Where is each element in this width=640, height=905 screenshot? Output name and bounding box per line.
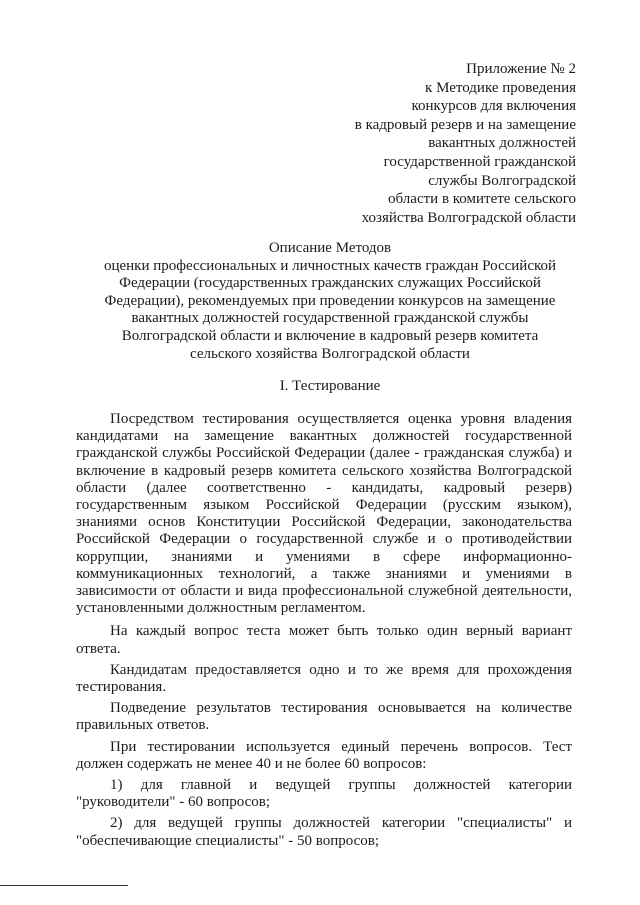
body-text — [76, 411, 572, 854]
appendix-line: хозяйства Волгоградской области — [361, 209, 576, 226]
title-line: сельского хозяйства Волгоградской области — [190, 345, 470, 362]
appendix-line: вакантных должностей — [428, 135, 576, 152]
paragraph: Кандидатам предоставляется одно и то же время для прохождения тестирования. — [76, 661, 572, 696]
document-title — [60, 240, 600, 363]
list-item: 2) для ведущей группы должностей категории "специалисты" и "обеспечивающие специалисты" - 50 вопросов; — [76, 815, 572, 849]
title-line: Волгоградской области и включение в кадровый резерв комитета — [121, 327, 539, 344]
appendix-line: в кадровый резерв и на замещение — [354, 116, 576, 133]
appendix-line: к Методике проведения — [425, 79, 576, 96]
title-line: Федерации (государственных гражданских служащих Российской — [119, 275, 541, 292]
footnote-divider — [0, 885, 128, 886]
title-line: вакантных должностей государственной гражданской службы — [131, 310, 529, 327]
appendix-line: государственной гражданской — [383, 153, 576, 170]
appendix-line: области в комитете сельского — [388, 191, 576, 208]
paragraph: При тестировании используется единый перечень вопросов. Тест должен содержать не менее 40 и не более 60 вопросов: — [76, 738, 572, 772]
title-line: Описание Методов — [268, 240, 392, 256]
paragraph: На каждый вопрос теста может быть только один верный вариант ответа. — [76, 623, 572, 657]
title-line: Федерации), рекомендуемых при проведении конкурсов на замещение — [104, 292, 556, 309]
appendix-line: службы Волгоградской — [428, 172, 576, 189]
list-item: 1) для главной и ведущей группы должностей категории "руководители" - 60 вопросов; — [76, 777, 572, 811]
paragraph: Подведение результатов тестирования основывается на количестве правильных ответов. — [76, 700, 572, 734]
title-line: оценки профессиональных и личностных качеств граждан Российской — [103, 257, 557, 274]
appendix-line: Приложение № 2 — [466, 61, 576, 77]
paragraph: Посредством тестирования осуществляется оценка уровня владения кандидатами на замещение вакантных должностей государственной гражданской службы Российской Федерации (далее - гражданская служба) и включение в кадровый резерв комитета сельского хозяйства Волгоградской области (далее соответственно - кандидаты, кадровый резерв) государственным языком Российской Федерации (русским языком), знаниями основ Конституции Российской Федерации, законодательства Российской Федерации о государственной службе и о противодействии коррупции, знаниями и умениями в сфере информационно-коммуникационных технологий, а также знаниями и умениями в зависимости от области и вида профессиональной служебной деятельности, установленными должностным регламентом. — [76, 411, 572, 617]
appendix-header — [290, 60, 576, 227]
section-heading: I. Тестирование — [279, 378, 381, 394]
appendix-line: конкурсов для включения — [411, 98, 576, 115]
